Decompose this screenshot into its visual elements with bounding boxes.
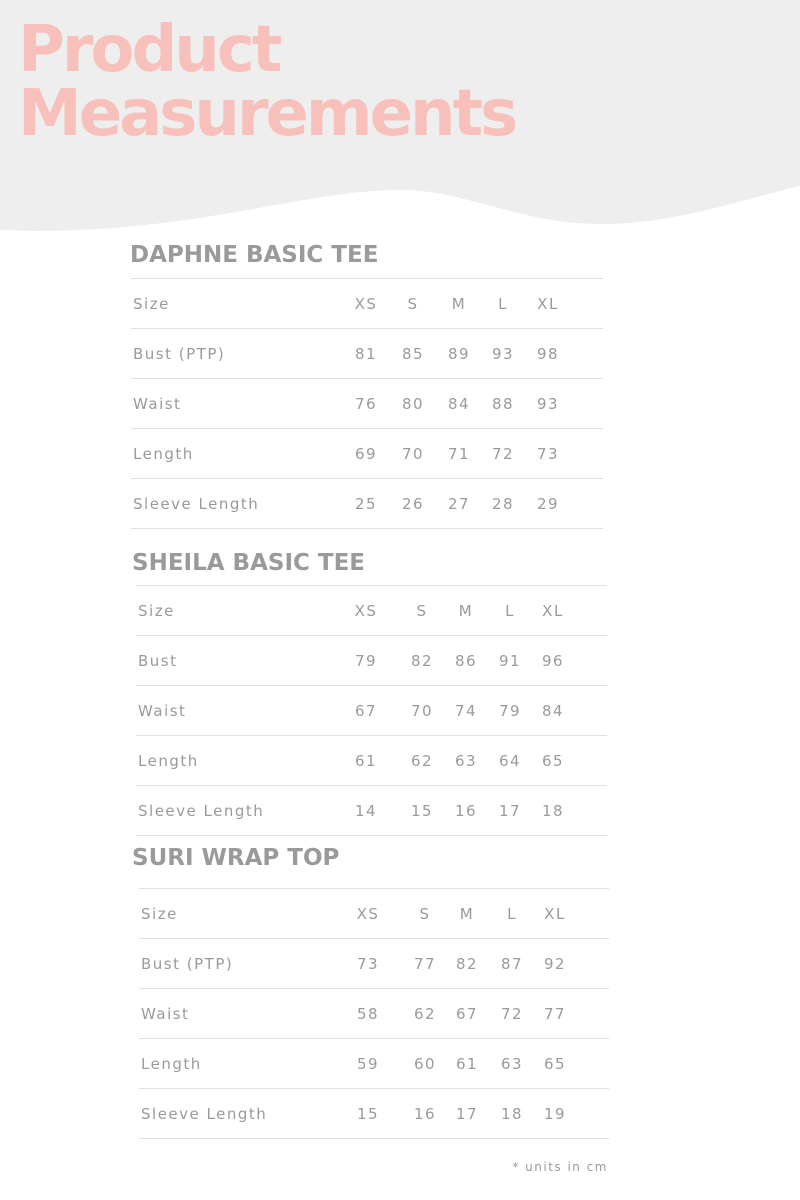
table-row xyxy=(136,636,607,686)
measurement-value: 77 xyxy=(543,1005,567,1023)
measurement-value: 77 xyxy=(413,955,437,973)
measurement-value: 61 xyxy=(354,752,378,770)
measurement-value: 76 xyxy=(354,395,378,413)
product-section-sheila xyxy=(132,550,365,576)
measurement-label: Sleeve Length xyxy=(138,802,265,820)
product-title: DAPHNE BASIC TEE xyxy=(130,242,379,268)
page-title-line-1: Product xyxy=(18,13,280,87)
measurement-label: Size xyxy=(138,602,175,620)
measurement-label: Length xyxy=(141,1055,202,1073)
table-row xyxy=(131,479,603,529)
measurement-value: 64 xyxy=(498,752,522,770)
measurement-value: 74 xyxy=(454,702,478,720)
product-section-daphne xyxy=(130,242,378,268)
table-row xyxy=(131,429,603,479)
size-header-cell: L xyxy=(505,602,515,620)
size-header-cell: XL xyxy=(544,905,566,923)
measurement-value: 16 xyxy=(454,802,478,820)
measurement-table-sheila xyxy=(136,585,607,836)
measurement-value: 72 xyxy=(491,445,515,463)
measurement-value: 73 xyxy=(536,445,560,463)
measurement-value: 26 xyxy=(401,495,425,513)
measurement-value: 65 xyxy=(543,1055,567,1073)
measurement-value: 63 xyxy=(454,752,478,770)
measurement-value: 18 xyxy=(541,802,565,820)
measurement-value: 61 xyxy=(455,1055,479,1073)
measurement-value: 79 xyxy=(354,652,378,670)
table-row xyxy=(131,379,603,429)
measurement-value: 72 xyxy=(500,1005,524,1023)
measurement-value: 93 xyxy=(536,395,560,413)
units-footnote: * units in cm xyxy=(512,1160,608,1174)
size-header-cell: L xyxy=(507,905,517,923)
table-row xyxy=(136,736,607,786)
measurement-value: 81 xyxy=(354,345,378,363)
measurement-value: 85 xyxy=(401,345,425,363)
measurement-value: 73 xyxy=(356,955,380,973)
measurement-value: 18 xyxy=(500,1105,524,1123)
table-row xyxy=(131,279,603,329)
measurement-value: 79 xyxy=(498,702,522,720)
measurement-value: 28 xyxy=(491,495,515,513)
measurement-value: 15 xyxy=(356,1105,380,1123)
measurement-value: 84 xyxy=(447,395,471,413)
measurement-value: 84 xyxy=(541,702,565,720)
measurement-value: 65 xyxy=(541,752,565,770)
size-header-cell: XL xyxy=(537,295,559,313)
product-title: SURI WRAP TOP xyxy=(132,845,340,871)
size-header-cell: S xyxy=(419,905,431,923)
measurement-value: 88 xyxy=(491,395,515,413)
measurement-value: 93 xyxy=(491,345,515,363)
measurement-table-daphne xyxy=(131,278,603,529)
measurement-value: 98 xyxy=(536,345,560,363)
measurement-value: 15 xyxy=(410,802,434,820)
size-header-cell: M xyxy=(459,905,475,923)
table-row xyxy=(131,329,603,379)
measurement-value: 70 xyxy=(410,702,434,720)
measurement-value: 59 xyxy=(356,1055,380,1073)
measurement-label: Size xyxy=(133,295,170,313)
measurement-value: 62 xyxy=(413,1005,437,1023)
measurement-value: 29 xyxy=(536,495,560,513)
measurement-value: 27 xyxy=(447,495,471,513)
table-row xyxy=(139,939,609,989)
measurement-value: 60 xyxy=(413,1055,437,1073)
size-header-cell: M xyxy=(451,295,467,313)
size-header-cell: XS xyxy=(354,295,378,313)
measurement-table-suri xyxy=(139,888,609,1139)
table-row xyxy=(139,889,609,939)
size-header-cell: XS xyxy=(354,602,378,620)
measurement-value: 62 xyxy=(410,752,434,770)
page-title xyxy=(18,13,578,151)
measurement-value: 86 xyxy=(454,652,478,670)
measurement-label: Size xyxy=(141,905,178,923)
measurement-label: Length xyxy=(133,445,194,463)
measurement-label: Bust xyxy=(138,652,178,670)
table-row xyxy=(139,1089,609,1139)
measurement-value: 92 xyxy=(543,955,567,973)
measurement-value: 70 xyxy=(401,445,425,463)
size-header-cell: XL xyxy=(542,602,564,620)
measurement-label: Length xyxy=(138,752,199,770)
measurement-value: 91 xyxy=(498,652,522,670)
measurement-label: Waist xyxy=(141,1005,190,1023)
measurement-value: 69 xyxy=(354,445,378,463)
measurement-label: Sleeve Length xyxy=(141,1105,268,1123)
product-title: SHEILA BASIC TEE xyxy=(132,550,365,576)
table-row xyxy=(136,586,607,636)
measurement-label: Bust (PTP) xyxy=(141,955,234,973)
measurement-label: Sleeve Length xyxy=(133,495,260,513)
table-row xyxy=(136,686,607,736)
measurement-value: 17 xyxy=(498,802,522,820)
measurement-value: 14 xyxy=(354,802,378,820)
table-row xyxy=(139,989,609,1039)
size-header-cell: XS xyxy=(356,905,380,923)
size-header-cell: L xyxy=(498,295,508,313)
table-row xyxy=(136,786,607,836)
size-header-cell: M xyxy=(458,602,474,620)
measurement-value: 67 xyxy=(455,1005,479,1023)
measurement-value: 89 xyxy=(447,345,471,363)
measurement-value: 80 xyxy=(401,395,425,413)
measurement-label: Waist xyxy=(138,702,187,720)
measurement-value: 19 xyxy=(543,1105,567,1123)
page-title-line-2: Measurements xyxy=(18,77,516,151)
measurement-value: 16 xyxy=(413,1105,437,1123)
measurement-value: 63 xyxy=(500,1055,524,1073)
measurement-value: 25 xyxy=(354,495,378,513)
measurement-value: 58 xyxy=(356,1005,380,1023)
measurement-value: 87 xyxy=(500,955,524,973)
table-row xyxy=(139,1039,609,1089)
measurement-value: 82 xyxy=(410,652,434,670)
measurement-value: 17 xyxy=(455,1105,479,1123)
product-section-suri xyxy=(132,845,339,871)
measurement-value: 67 xyxy=(354,702,378,720)
size-header-cell: S xyxy=(407,295,419,313)
size-header-cell: S xyxy=(416,602,428,620)
measurement-label: Waist xyxy=(133,395,182,413)
measurement-value: 82 xyxy=(455,955,479,973)
measurement-label: Bust (PTP) xyxy=(133,345,226,363)
measurement-value: 96 xyxy=(541,652,565,670)
measurement-value: 71 xyxy=(447,445,471,463)
